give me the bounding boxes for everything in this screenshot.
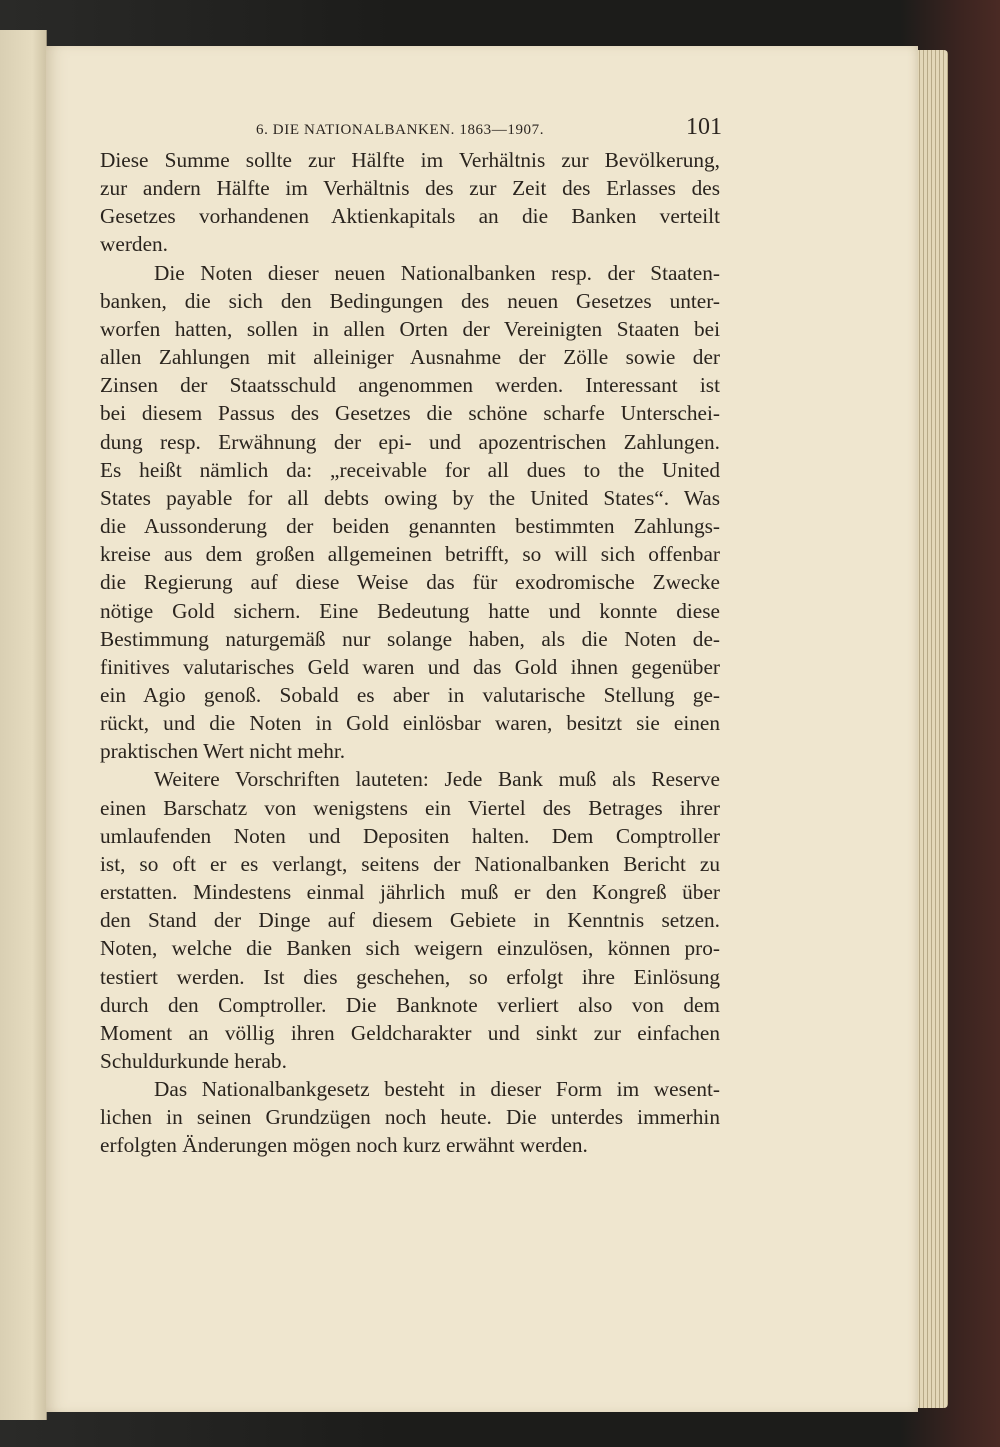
text-line: den Stand der Dinge auf diesem Gebiete in Kenntnis setzen. (100, 908, 720, 933)
text-line: nötige Gold sichern. Eine Bedeutung hatte und konnte diese (100, 598, 720, 623)
text-line: Das Nationalbankgesetz besteht in dieser Form im wesent- (154, 1077, 720, 1102)
text-line: dung resp. Erwähnung der epi- und apozentrischen Zahlungen. (100, 429, 720, 454)
text-line: States payable for all debts owing by the United States“. Was (100, 485, 720, 510)
text-line: Gesetzes vorhandenen Aktienkapitals an die Banken verteilt (100, 204, 720, 229)
text-line: durch den Comptroller. Die Banknote verliert also von dem (100, 992, 720, 1017)
text-line: die Aussonderung der beiden genannten bestimmten Zahlungs- (100, 514, 720, 539)
body-text (100, 146, 720, 1160)
text-line: erfolgten Änderungen mögen noch kurz erwähnt werden. (100, 1133, 588, 1158)
text-line: zur andern Hälfte im Verhältnis des zur Zeit des Erlasses des (100, 176, 720, 201)
facing-page-edge (0, 30, 47, 1420)
text-line: Bestimmung naturgemäß nur solange haben, als die Noten de- (100, 626, 720, 651)
text-line: Weitere Vorschriften lauteten: Jede Bank muß als Reserve (154, 767, 720, 792)
text-line: Zinsen der Staatsschuld angenommen werden. Interessant ist (100, 373, 720, 398)
text-line: umlaufenden Noten und Depositen halten. Dem Comptroller (100, 823, 720, 848)
text-line: praktischen Wert nicht mehr. (100, 739, 346, 764)
text-line: ein Agio genoß. Sobald es aber in valutarische Stellung ge- (100, 682, 720, 707)
text-line: Noten, welche die Banken sich weigern einzulösen, können pro- (100, 936, 720, 961)
page-number: 101 (686, 114, 722, 140)
text-line: Es heißt nämlich da: „receivable for all dues to the United (100, 457, 720, 482)
text-line: testiert werden. Ist dies geschehen, so erfolgt ihre Einlösung (100, 964, 720, 989)
text-line: rückt, und die Noten in Gold einlösbar waren, besitzt sie einen (100, 711, 720, 736)
text-line: werden. (100, 232, 168, 257)
text-line: ist, so oft er es verlangt, seitens der Nationalbanken Bericht zu (100, 851, 720, 876)
text-line: worfen hatten, sollen in allen Orten der Vereinigten Staaten bei (100, 316, 720, 341)
text-line: erstatten. Mindestens einmal jährlich muß er den Kongreß über (100, 880, 720, 905)
running-title: 6. DIE NATIONALBANKEN. 1863—1907. (256, 122, 545, 138)
text-line: finitives valutarisches Geld waren und das Gold ihnen gegenüber (100, 654, 720, 679)
text-line: kreise aus dem großen allgemeinen betrifft, so will sich offenbar (100, 542, 720, 567)
text-line: Die Noten dieser neuen Nationalbanken resp. der Staaten- (154, 260, 720, 285)
text-line: banken, die sich den Bedingungen des neuen Gesetzes unter- (100, 288, 720, 313)
text-line: lichen in seinen Grundzügen noch heute. Die unterdes immerhin (100, 1105, 720, 1130)
text-line: Diese Summe sollte zur Hälfte im Verhältnis zur Bevölkerung, (100, 148, 720, 172)
text-line: einen Barschatz von wenigstens ein Viertel des Betrages ihrer (100, 795, 720, 820)
text-line: die Regierung auf diese Weise das für exodromische Zwecke (100, 570, 720, 595)
text-line: Schuldurkunde herab. (100, 1049, 287, 1073)
text-line: bei diesem Passus des Gesetzes die schöne scharfe Unterschei- (100, 401, 720, 426)
text-line: allen Zahlungen mit alleiniger Ausnahme der Zölle sowie der (100, 345, 720, 370)
running-head (100, 112, 720, 146)
text-line: Moment an völlig ihren Geldcharakter und sinkt zur einfachen (100, 1020, 720, 1045)
